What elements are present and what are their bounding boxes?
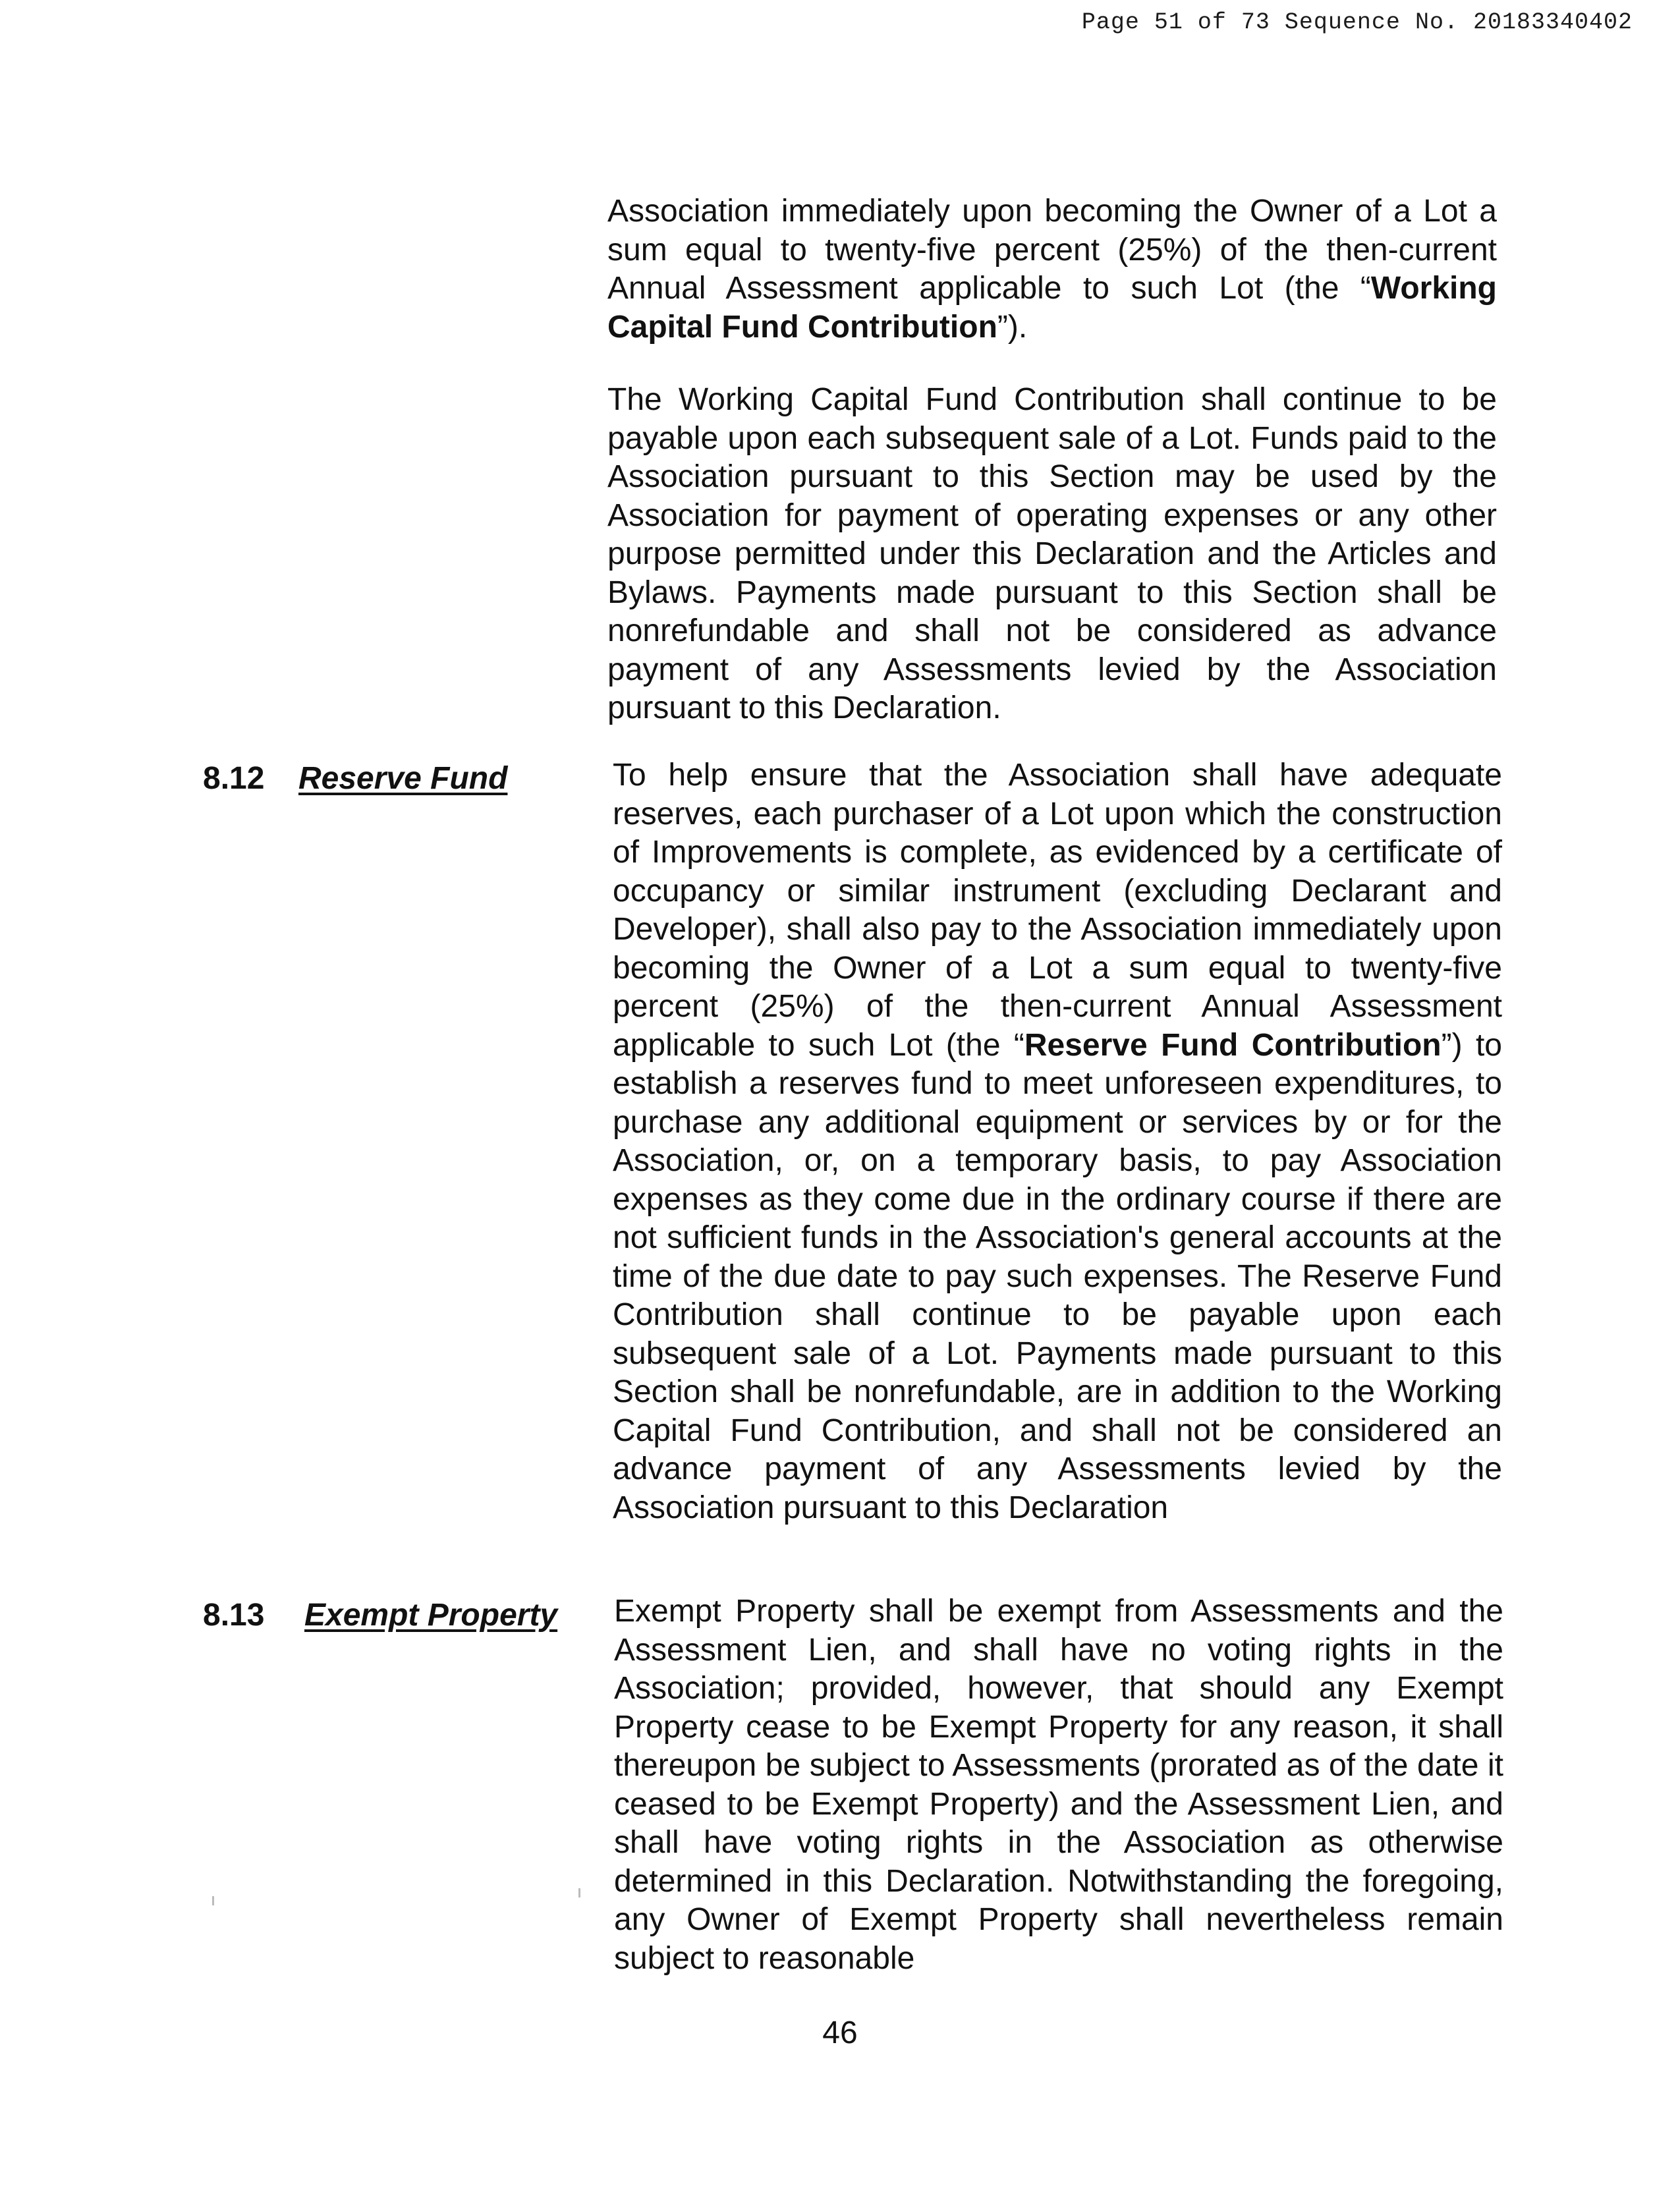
- reserve-fund-tail: ”) to establish a reserves fund to meet unforeseen expenditures, to purchase any additional equipment or services by or for the Association, or, on a temporary basis, to pay Association expenses as they come due in the ordinary course if there are not sufficient funds in the Association's general accounts at the time of the due date to pay such expenses. The Reserve Fund Contribution shall continue to be payable upon each subsequent sale of a Lot. Payments made pursuant to this Section shall be nonrefundable, are in addition to the Working Capital Fund Contribution, and shall not be considered an advance payment of any Assessments levied by the Association pursuant to this Declaration: [613, 1027, 1502, 1525]
- exempt-property-paragraph: Exempt Property shall be exempt from Assessments and the Assessment Lien, and shall have no voting rights in the Association; provided, however, that should any Exempt Property cease to be Exempt Property for any reason, it shall thereupon be subject to Assessments (prorated as of the date it ceased to be Exempt Property) and the Assessment Lien, and shall have voting rights in the Association as otherwise determined in this Declaration. Notwithstanding the foregoing, any Owner of Exempt Property shall nevertheless remain subject to reasonable: [614, 1594, 1503, 1976]
- reserve-fund-paragraph: [613, 756, 1502, 1527]
- scan-artifact: [578, 1888, 580, 1897]
- section-number-8-12: 8.12: [203, 761, 265, 796]
- scan-artifact: [212, 1896, 214, 1905]
- section-number-8-13: 8.13: [203, 1598, 265, 1633]
- continuation-paragraph-tail: ”).: [997, 309, 1028, 345]
- working-capital-term: Working Capital Fund Contribution: [607, 271, 1497, 345]
- working-capital-paragraph: The Working Capital Fund Contribution shall continue to be payable upon each subsequent sale of a Lot. Funds paid to the Association pursuant to this Section may be used by the Association for payment of operating expenses or any other purpose permitted under this Declaration and the Articles and Bylaws. Payments made pursuant to this Section shall be nonrefundable and shall not be considered as advance payment of any Assessments levied by the Association pursuant to this Declaration.: [607, 382, 1497, 725]
- reserve-fund-term: Reserve Fund Contribution: [1024, 1027, 1442, 1063]
- page-number: 46: [822, 2015, 858, 2050]
- section-title-exempt-property: Exempt Property: [304, 1598, 558, 1633]
- reserve-fund-lead: To help ensure that the Association shall have adequate reserves, each purchaser of a Lot upon which the construction of Improvements is complete, as evidenced by a certificate of occupancy or similar instrument (excluding Declarant and Developer), shall also pay to the Association immediately upon becoming the Owner of a Lot a sum equal to twenty-five percent (25%) of the then-current Annual Assessment applicable to such Lot (the “: [613, 758, 1502, 1063]
- section-title-reserve-fund: Reserve Fund: [298, 761, 508, 796]
- continuation-paragraph-lead: Association immediately upon becoming the Owner of a Lot a sum equal to twenty-five percent (25%) of the then-current Annual Assessment applicable to such Lot (the “: [607, 194, 1497, 306]
- continuation-paragraph: [607, 192, 1497, 347]
- page-sequence-stamp: Page 51 of 73 Sequence No. 20183340402: [1081, 9, 1633, 36]
